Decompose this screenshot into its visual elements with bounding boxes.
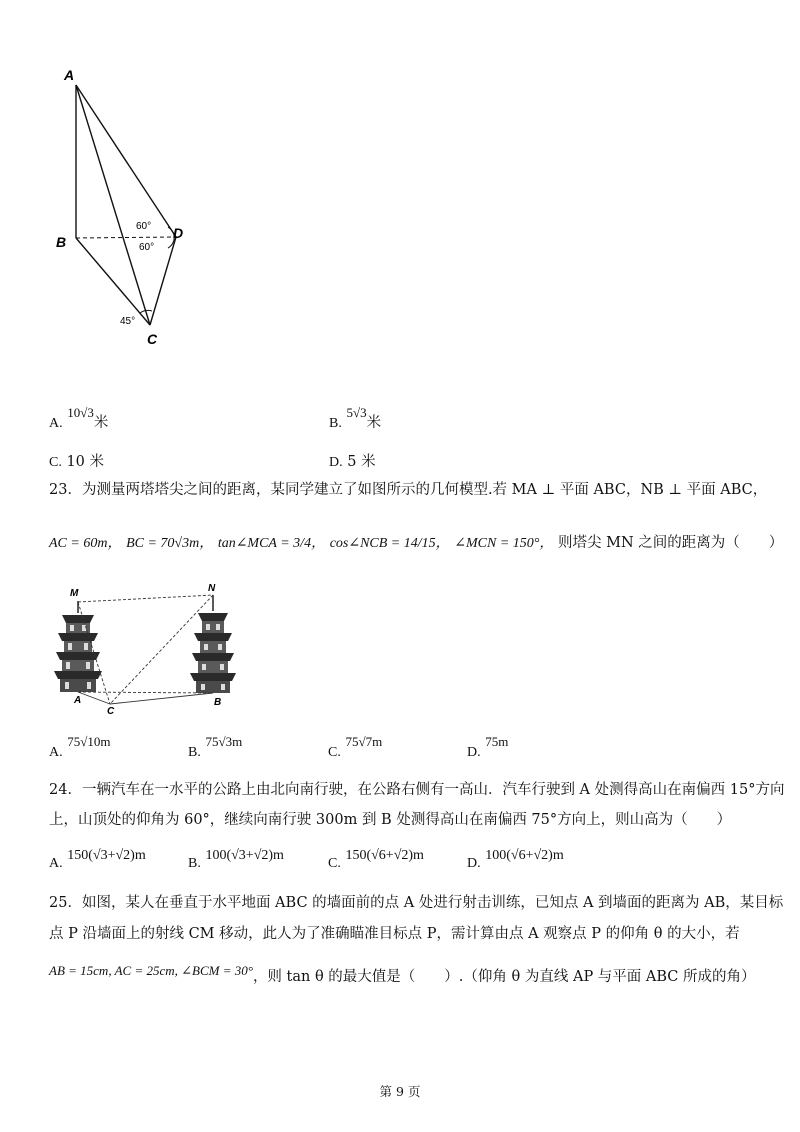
option-letter: B. — [188, 856, 201, 871]
option-value: 75m — [485, 734, 509, 749]
q24-line1: 24．一辆汽车在一水平的公路上由北向南行驶，在公路右侧有一高山．汽车行驶到 A 处测得高山在南偏西 15°方向 — [49, 782, 785, 798]
angle-label-upper: 60° — [136, 221, 152, 232]
q22-option-d — [329, 452, 376, 473]
option-letter: D. — [467, 745, 481, 760]
q25-givens: AB = 15cm, AC = 25cm, ∠BCM = 30° — [49, 963, 253, 978]
page-number: 第 9 页 — [379, 1084, 421, 1099]
option-value: 100(√6+√2)m — [485, 848, 564, 863]
cond-bc: BC = 70√3m， — [126, 536, 214, 551]
label-a: A — [74, 695, 82, 706]
q23-option-c — [328, 732, 383, 760]
option-letter: B. — [188, 745, 201, 760]
tower-right — [190, 595, 236, 693]
angle-label-c: 45° — [120, 316, 136, 327]
option-value: 5√3 — [346, 405, 367, 420]
pyramid-figure — [50, 60, 210, 350]
option-text: 5 米 — [347, 454, 376, 470]
edge-ac — [76, 85, 150, 325]
q22-option-c — [49, 452, 104, 473]
option-letter: D. — [329, 455, 343, 470]
cond-mcn: ∠MCN = 150°， — [454, 536, 554, 551]
q25-question-tail: ，则 tan θ 的最大值是（ ）.（仰角 θ 为直线 AP 与平面 ABC 所成的角） — [252, 969, 756, 985]
q23-option-a — [49, 732, 111, 760]
option-value: 150(√3+√2)m — [67, 848, 146, 863]
q23-line1: 23．为测量两塔塔尖之间的距离，某同学建立了如图所示的几何模型.若 MA ⊥ 平面 ABC，NB ⊥ 平面 ABC， — [49, 482, 768, 498]
q22-option-b — [329, 405, 382, 434]
option-letter: D. — [467, 856, 481, 871]
q22-option-a — [49, 405, 109, 434]
q24-option-b — [188, 845, 284, 871]
option-unit: 米 — [93, 415, 109, 431]
label-d: D — [173, 225, 184, 241]
label-c: C — [107, 706, 115, 715]
option-unit: 米 — [366, 415, 382, 431]
line-cb — [110, 693, 213, 704]
line-ac — [78, 692, 110, 704]
option-letter: A. — [49, 856, 63, 871]
q25-line1: 25．如图，某人在垂直于水平地面 ABC 的墙面前的点 A 处进行射击训练，已知点 A 到墙面的距离为 AB，某目标 — [49, 895, 784, 911]
label-b: B — [56, 234, 67, 250]
cond-tan: tan∠MCA = 3/4， — [217, 536, 326, 551]
option-letter: C. — [328, 745, 341, 760]
tower-left — [54, 601, 102, 692]
label-m: M — [70, 588, 79, 599]
option-letter: C. — [49, 455, 62, 470]
q24-line2: 上，山顶处的仰角为 60°，继续向南行驶 300m 到 B 处测得高山在南偏西 75°方向上，则山高为（ ） — [49, 812, 732, 828]
option-value: 75√3m — [205, 734, 243, 749]
line-mn — [78, 595, 213, 602]
edge-bd-dashed — [76, 237, 176, 238]
option-value: 150(√6+√2)m — [345, 848, 424, 863]
label-a: A — [64, 67, 75, 83]
q25-line2: 点 P 沿墙面上的射线 CM 移动，此人为了准确瞄准目标点 P，需计算由点 A 观察点 P 的仰角 θ 的大小，若 — [49, 926, 740, 942]
q23-option-b — [188, 732, 243, 760]
q24-option-d — [467, 845, 564, 871]
option-value: 10√3 — [67, 405, 94, 420]
angle-label-lower: 60° — [139, 242, 155, 253]
option-value: 100(√3+√2)m — [205, 848, 284, 863]
label-b: B — [214, 697, 222, 708]
q23-line2 — [49, 533, 783, 554]
q25-line3 — [49, 963, 756, 987]
option-letter: B. — [329, 416, 342, 431]
option-letter: C. — [328, 856, 341, 871]
cond-cos: cos∠NCB = 14/15， — [329, 536, 450, 551]
label-n: N — [208, 583, 216, 594]
q23-option-d — [467, 732, 509, 760]
q23-question-tail: 则塔尖 MN 之间的距离为（ ） — [558, 535, 784, 551]
line-ab — [78, 692, 213, 693]
option-letter: A. — [49, 416, 63, 431]
edge-ad — [76, 85, 176, 237]
option-value: 75√7m — [345, 734, 383, 749]
cond-ac: AC = 60m， — [49, 536, 122, 551]
label-c: C — [147, 331, 158, 347]
option-text: 10 米 — [66, 454, 105, 470]
q24-option-a — [49, 845, 146, 871]
q24-option-c — [328, 845, 424, 871]
option-value: 75√10m — [67, 734, 111, 749]
option-letter: A. — [49, 745, 63, 760]
towers-figure — [48, 583, 248, 715]
